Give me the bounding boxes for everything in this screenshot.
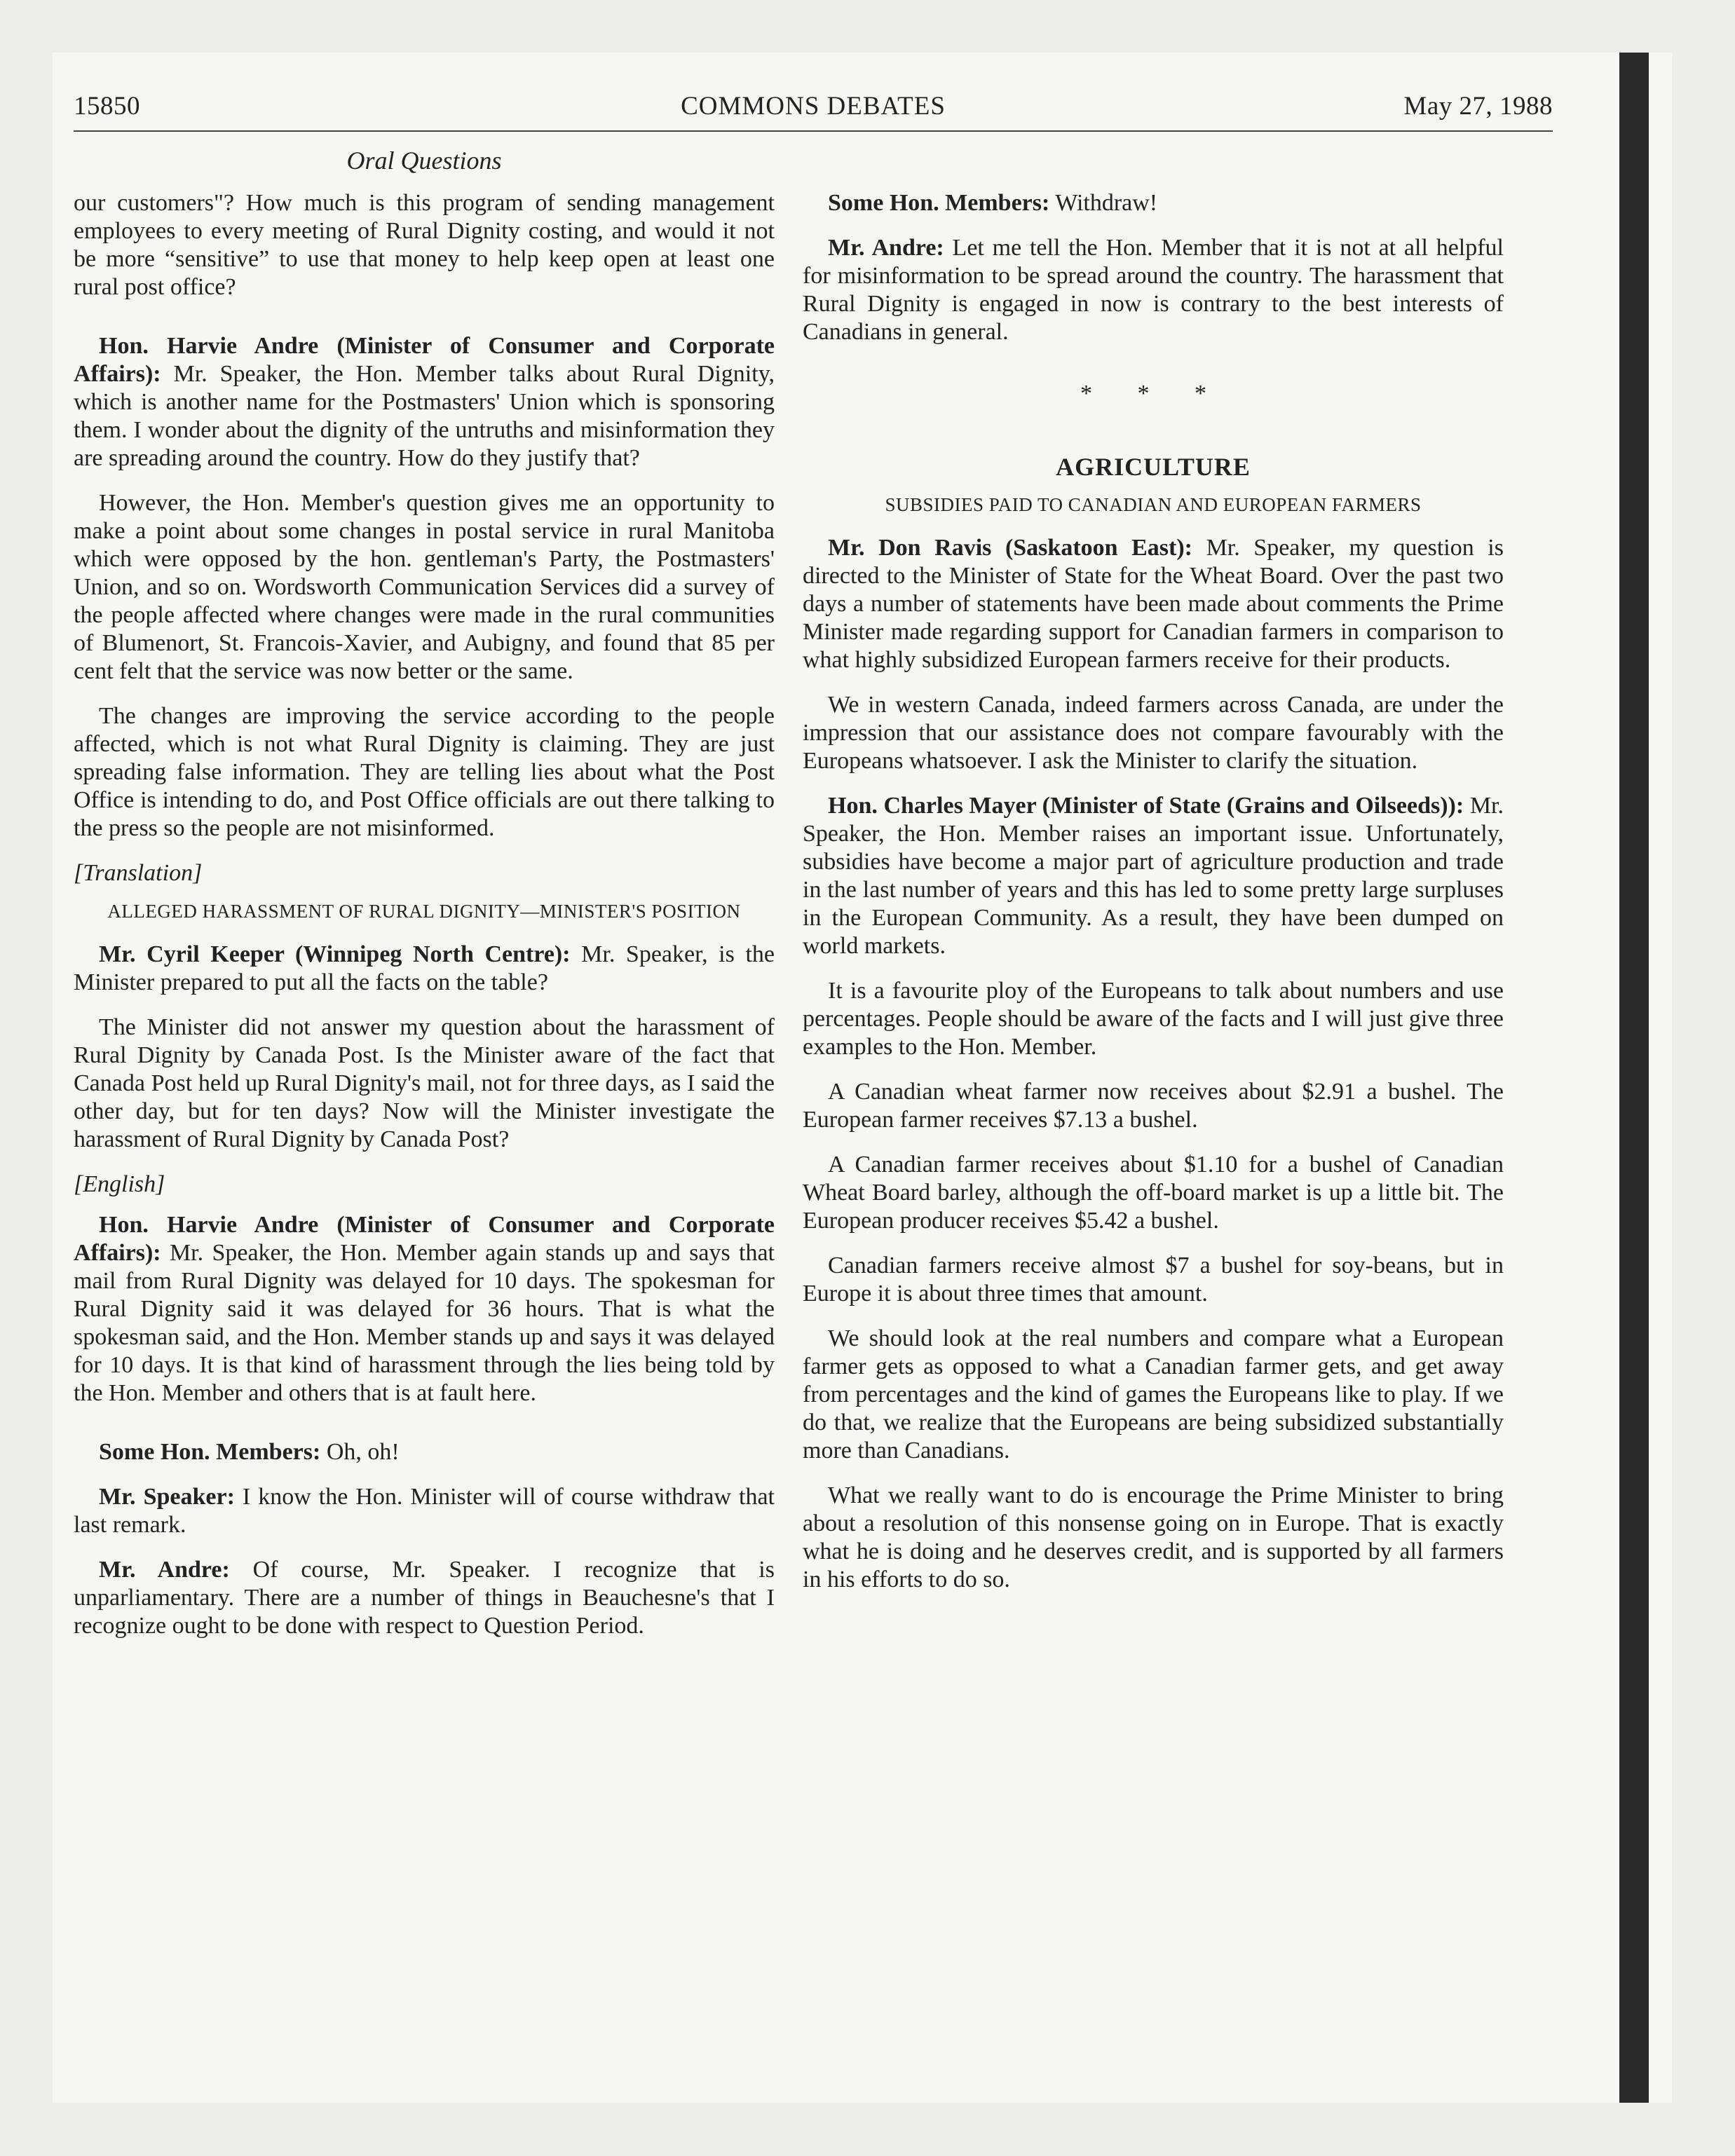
paragraph: A Canadian farmer receives about $1.10 for a bushel of Canadian Wheat Board barley, although the off-board market is up a little bit. The European producer receives $5.42 a bushel. xyxy=(803,1152,1504,1234)
section-divider: * * * xyxy=(1080,381,1226,407)
paragraph xyxy=(803,189,1504,217)
translation-note: [Translation] xyxy=(74,860,203,886)
speaker-name: Mr. Speaker: xyxy=(99,1484,235,1510)
paragraph xyxy=(74,1556,775,1640)
speech-text: Mr. Speaker, my question is directed to the Minister of State for the Wheat Board. Over the past two days a number of statements have been made about comments the Prime Minister made regarding support for Canadian farmers in comparison to what highly subsidized European farmers receive for their products. xyxy=(803,535,1504,673)
paragraph: We should look at the real numbers and compare what a European farmer gets as opposed to what a Canadian farmer gets, and get away from percentages and the kind of games the Europeans like to play. If we do that, we realize that the Europeans are being subsidized substantially more than Canadians. xyxy=(803,1325,1504,1464)
paragraph xyxy=(74,941,775,997)
paragraph: A Canadian wheat farmer now receives about $2.91 a bushel. The European farmer receives $7.13 a bushel. xyxy=(803,1079,1504,1133)
speaker-name: Some Hon. Members: xyxy=(99,1439,321,1465)
paragraph: our customers"? How much is this program of sending management employees to every meeting of Rural Dignity costing, and would it not be more “sensitive” to use that money to help keep open at least one rural post office? xyxy=(74,190,775,300)
speech-text: Withdraw! xyxy=(1049,190,1158,216)
right-column xyxy=(803,189,1504,1611)
paragraph: However, the Hon. Member's question gives me an opportunity to make a point about some changes in postal service in rural Manitoba which were opposed by the hon. gentleman's Party, the Postmasters' Union, and so on. Wordsworth Communication Services did a survey of the people affected where changes were made in the rural communities of Blumenort, St. Francois-Xavier, and Aubigny, and found that 85 per cent felt that the service was now better or the same. xyxy=(74,490,775,684)
speaker-name: Mr. Don Ravis (Saskatoon East): xyxy=(828,535,1192,561)
paragraph xyxy=(803,234,1504,346)
paragraph xyxy=(803,534,1504,674)
paragraph xyxy=(74,332,775,472)
scan-edge xyxy=(1619,53,1649,2103)
paragraph: The changes are improving the service according to the people affected, which is not what Rural Dignity is claiming. They are just spreading false information. They are telling lies about what the Post Office is intending to do, and Post Office officials are out there talking to the press so the people are not misinformed. xyxy=(74,703,775,841)
speaker-name: Hon. Charles Mayer (Minister of State (Grains and Oilseeds)): xyxy=(828,793,1464,819)
paragraph xyxy=(74,1438,775,1466)
speaker-name: Mr. Andre: xyxy=(99,1557,230,1583)
subheading: SUBSIDIES PAID TO CANADIAN AND EUROPEAN FARMERS xyxy=(885,494,1422,515)
page-header xyxy=(74,91,1553,132)
section-label: Oral Questions xyxy=(346,146,502,175)
paragraph: We in western Canada, indeed farmers across Canada, are under the impression that our assistance does not compare favourably with the Europeans whatsoever. I ask the Minister to clarify the situation. xyxy=(803,692,1504,774)
speaker-name: Mr. Andre: xyxy=(828,235,944,261)
subheading: ALLEGED HARASSMENT OF RURAL DIGNITY—MINISTER'S POSITION xyxy=(107,901,741,922)
paragraph xyxy=(74,1483,775,1539)
paragraph: What we really want to do is encourage the Prime Minister to bring about a resolution of this nonsense going on in Europe. That is exactly what he is doing and he deserves credit, and is supported by all farmers in his efforts to do so. xyxy=(803,1482,1504,1592)
page-date: May 27, 1988 xyxy=(1403,92,1553,121)
paragraph: The Minister did not answer my question about the harassment of Rural Dignity by Canada Post. Is the Minister aware of the fact that Canada Post held up Rural Dignity's mail, not for three days, as I said the other day, but for ten days? Now will the Minister investigate the harassment of Rural Dignity by Canada Post? xyxy=(74,1014,775,1152)
speaker-name: Hon. Harvie Andre (Minister of Consumer and Corporate Affairs): xyxy=(74,333,775,387)
speech-text: Mr. Speaker, the Hon. Member raises an important issue. Unfortunately, subsidies have become a major part of agriculture production and trade in the last number of years and this has led to some pretty large surpluses in the European Community. As a result, they have been dumped on world markets. xyxy=(803,793,1504,959)
left-column xyxy=(74,189,775,1657)
speech-text: Let me tell the Hon. Member that it is not at all helpful for misinformation to be spread around the country. The harassment that Rural Dignity is engaged in now is contrary to the best interests of Canadians in general. xyxy=(803,235,1504,345)
rubric-heading: AGRICULTURE xyxy=(1056,453,1251,481)
language-note: [English] xyxy=(74,1171,165,1197)
paragraph: Canadian farmers receive almost $7 a bushel for soy-beans, but in Europe it is about three times that amount. xyxy=(803,1253,1504,1306)
speaker-name: Mr. Cyril Keeper (Winnipeg North Centre): xyxy=(99,941,571,967)
paragraph: It is a favourite ploy of the Europeans to talk about numbers and use percentages. People should be aware of the facts and I will just give three examples to the Hon. Member. xyxy=(803,978,1504,1060)
speech-text: Mr. Speaker, the Hon. Member talks about Rural Dignity, which is another name for the Postmasters' Union which is sponsoring them. I wonder about the dignity of the untruths and misinformation they are spreading around the country. How do they justify that? xyxy=(74,361,775,471)
page-number: 15850 xyxy=(74,92,140,121)
speech-text: I know the Hon. Minister will of course withdraw that last remark. xyxy=(74,1484,775,1538)
speaker-name: Some Hon. Members: xyxy=(828,190,1050,216)
publication-title: COMMONS DEBATES xyxy=(681,92,946,121)
speaker-name: Hon. Harvie Andre (Minister of Consumer and Corporate Affairs): xyxy=(74,1212,775,1266)
speech-text: Oh, oh! xyxy=(320,1439,400,1465)
speech-text: Mr. Speaker, the Hon. Member again stands up and says that mail from Rural Dignity was delayed for 10 days. The spokesman for Rural Dignity said it was delayed for 36 hours. That is what the spokesman said, and the Hon. Member stands up and says it was delayed for 10 days. It is that kind of harassment through the lies being told by the Hon. Member and others that is at fault here. xyxy=(74,1240,775,1406)
speech-text: Of course, Mr. Speaker. I recognize that is unparliamentary. There are a number of things in Beauchesne's that I recognize ought to be done with respect to Question Period. xyxy=(74,1557,775,1639)
speech-text: Mr. Speaker, is the Minister prepared to put all the facts on the table? xyxy=(74,941,775,995)
paragraph xyxy=(74,1211,775,1407)
paragraph xyxy=(803,792,1504,960)
